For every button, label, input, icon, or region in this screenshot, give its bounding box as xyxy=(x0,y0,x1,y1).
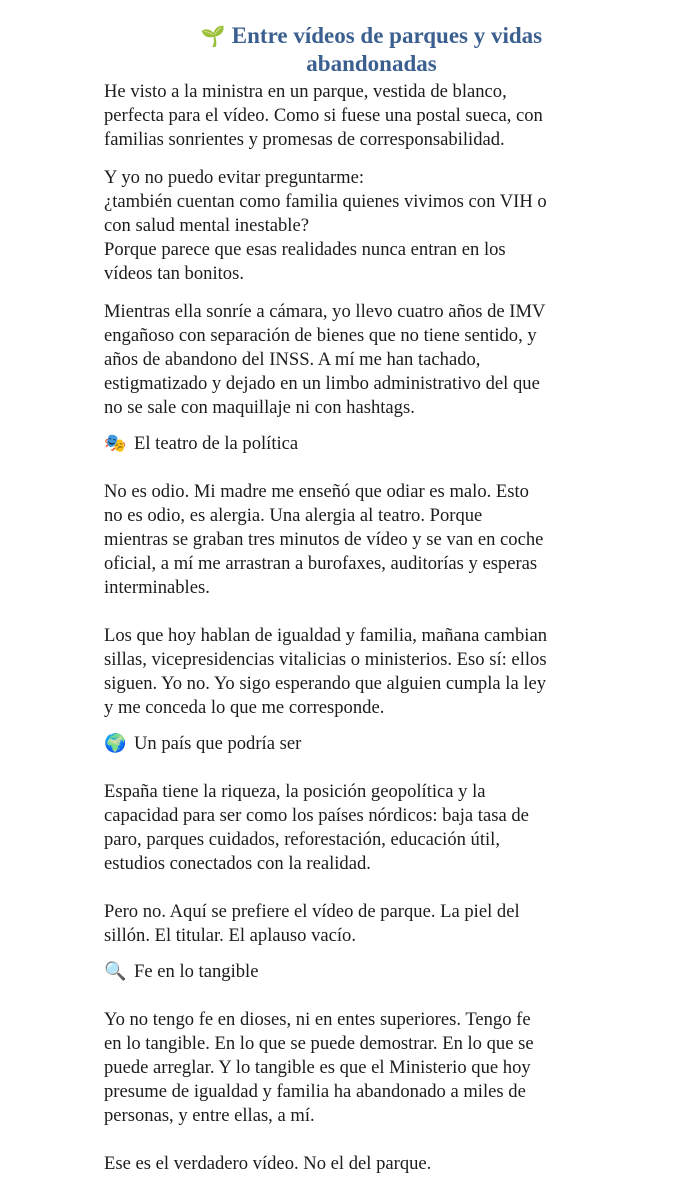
section-heading-label: El teatro de la política xyxy=(134,433,299,454)
section-heading-label: Un país que podría ser xyxy=(134,733,302,754)
globe-icon: 🌍 xyxy=(104,733,127,754)
page-title xyxy=(64,22,679,78)
paragraph-9: Ese es el verdadero vídeo. No el del parque. xyxy=(104,1153,432,1174)
paragraph-5: Los que hoy hablan de igualdad y familia, mañana cambian sillas, vicepresidencias vitalicias o ministerios. Eso sí: ellos siguen. Yo no. Yo sigo esperando que alguien cumpla la ley y me conceda lo que me corresponde. xyxy=(104,625,547,718)
paragraph-7: Pero no. Aquí se prefiere el vídeo de parque. La piel del sillón. El titular. El aplauso vacío. xyxy=(104,901,520,946)
seedling-icon: 🌱 xyxy=(200,24,226,48)
paragraph-2: Y yo no puedo evitar preguntarme: ¿también cuentan como familia quienes vivimos con VIH o con salud mental inestable? Porque parece que esas realidades nunca entran en los vídeos tan bonitos. xyxy=(104,167,547,284)
magnifying-glass-icon: 🔍 xyxy=(104,961,127,982)
paragraph-8: Yo no tengo fe en dioses, ni en entes superiores. Tengo fe en lo tangible. En lo que se puede demostrar. En lo que se puede arreglar. Y lo tangible es que el Ministerio que hoy presume de igualdad y familia ha abandonado a miles de personas, y entre ellas, a mí. xyxy=(104,1009,534,1126)
title-line-1: 🌱 Entre vídeos de parques y vidas xyxy=(200,23,543,48)
section-heading-faith xyxy=(104,960,639,984)
theater-masks-icon: 🎭 xyxy=(104,433,127,454)
title-line-2: abandonadas xyxy=(306,51,437,76)
section-heading-label: Fe en lo tangible xyxy=(134,961,259,982)
section-heading-theater xyxy=(104,432,639,456)
paragraph-6: España tiene la riqueza, la posición geopolítica y la capacidad para ser como los países nórdicos: baja tasa de paro, parques cuidados, reforestación, educación útil, estudios conectados con la realidad. xyxy=(104,781,529,874)
paragraph-4: No es odio. Mi madre me enseñó que odiar es malo. Esto no es odio, es alergia. Una alergia al teatro. Porque mientras se graban tres minutos de vídeo y se van en coche oficial, a mí me arrastran a burofaxes, auditorías y esperas interminables. xyxy=(104,481,544,598)
section-heading-country xyxy=(104,732,639,756)
paragraph-1: He visto a la ministra en un parque, vestida de blanco, perfecta para el vídeo. Como si fuese una postal sueca, con familias sonrientes y promesas de corresponsabilidad. xyxy=(104,81,543,150)
paragraph-3: Mientras ella sonríe a cámara, yo llevo cuatro años de IMV engañoso con separación de bienes que no tiene sentido, y años de abandono del INSS. A mí me han tachado, estigmatizado y dejado en un limbo administrativo del que no se sale con maquillaje ni con hashtags. xyxy=(104,301,546,418)
